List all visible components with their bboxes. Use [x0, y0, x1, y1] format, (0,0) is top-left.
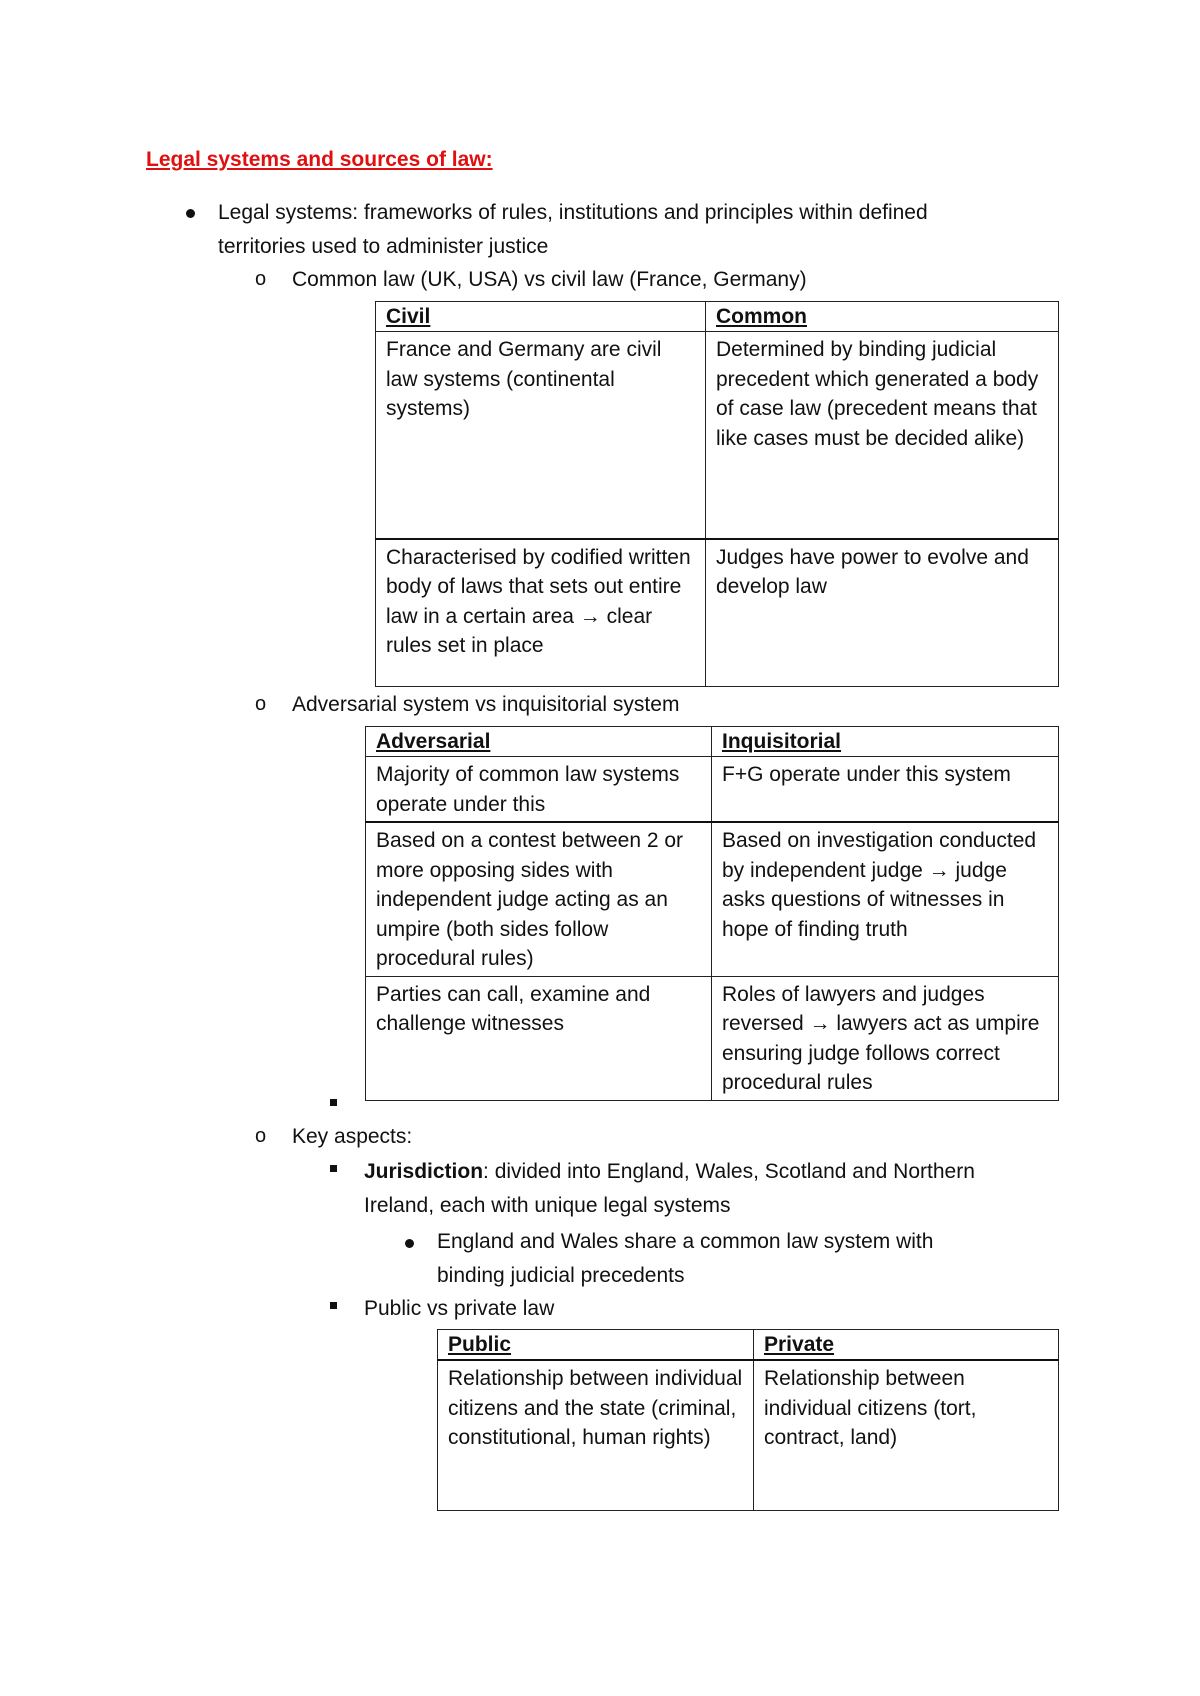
table-header-common: Common — [706, 302, 1059, 332]
table-cell: Based on investigation conducted by independent judge → judge asks questions of witnesses in hope of finding truth — [712, 822, 1059, 976]
table-header-public: Public — [438, 1330, 754, 1361]
adversarial-label: Adversarial system vs inquisitorial system — [292, 693, 680, 716]
table-cell: F+G operate under this system — [712, 757, 1059, 823]
table-cell: Characterised by codified written body of laws that sets out entire law in a certain area → clear rules set in place — [376, 539, 706, 687]
bullet-dot-icon — [405, 1239, 414, 1248]
civil-common-table — [375, 301, 1059, 687]
table-header-private: Private — [754, 1330, 1059, 1361]
square-bullet-icon — [330, 1302, 337, 1309]
table-header-inquisitorial: Inquisitorial — [712, 727, 1059, 757]
table-cell: Relationship between individual citizens and the state (criminal, constitutional, human rights) — [438, 1360, 754, 1510]
bullet-dot-icon — [186, 209, 195, 218]
square-bullet-icon — [330, 1099, 337, 1106]
public-private-label: Public vs private law — [364, 1297, 555, 1320]
common-civil-label: Common law (UK, USA) vs civil law (France, Germany) — [292, 268, 807, 291]
sub-bullet-line-2: binding judicial precedents — [437, 1264, 685, 1287]
intro-line-1: Legal systems: frameworks of rules, institutions and principles within defined — [218, 201, 928, 224]
table-cell: Determined by binding judicial precedent which generated a body of case law (precedent means that like cases must be decided alike) — [706, 332, 1059, 539]
table-header-civil: Civil — [376, 302, 706, 332]
table-cell: Based on a contest between 2 or more opposing sides with independent judge acting as an umpire (both sides follow procedural rules) — [366, 822, 712, 976]
square-bullet-icon — [330, 1165, 337, 1172]
circle-bullet-icon: o — [255, 693, 267, 715]
table-cell: Judges have power to evolve and develop law — [706, 539, 1059, 687]
table-cell: Majority of common law systems operate under this — [366, 757, 712, 823]
jurisdiction-term: Jurisdiction — [364, 1160, 484, 1183]
table-cell: Parties can call, examine and challenge witnesses — [366, 976, 712, 1100]
jurisdiction-line-2: Ireland, each with unique legal systems — [364, 1194, 731, 1217]
jurisdiction-text: : divided into England, Wales, Scotland and Northern — [483, 1160, 975, 1183]
circle-bullet-icon: o — [255, 268, 267, 290]
table-cell: Roles of lawyers and judges reversed → lawyers act as umpire ensuring judge follows correct procedural rules — [712, 976, 1059, 1100]
circle-bullet-icon: o — [255, 1125, 267, 1147]
public-private-table — [437, 1329, 1059, 1511]
table-cell: Relationship between individual citizens (tort, contract, land) — [754, 1360, 1059, 1510]
table-cell: France and Germany are civil law systems (continental systems) — [376, 332, 706, 539]
adversarial-inquisitorial-table — [365, 726, 1059, 1101]
key-aspects-label: Key aspects: — [292, 1125, 413, 1148]
page-heading: Legal systems and sources of law: — [146, 148, 493, 171]
jurisdiction-line-1 — [364, 1155, 975, 1189]
sub-bullet-line-1: England and Wales share a common law system with — [437, 1230, 934, 1253]
table-header-adversarial: Adversarial — [366, 727, 712, 757]
intro-line-2: territories used to administer justice — [218, 235, 549, 258]
